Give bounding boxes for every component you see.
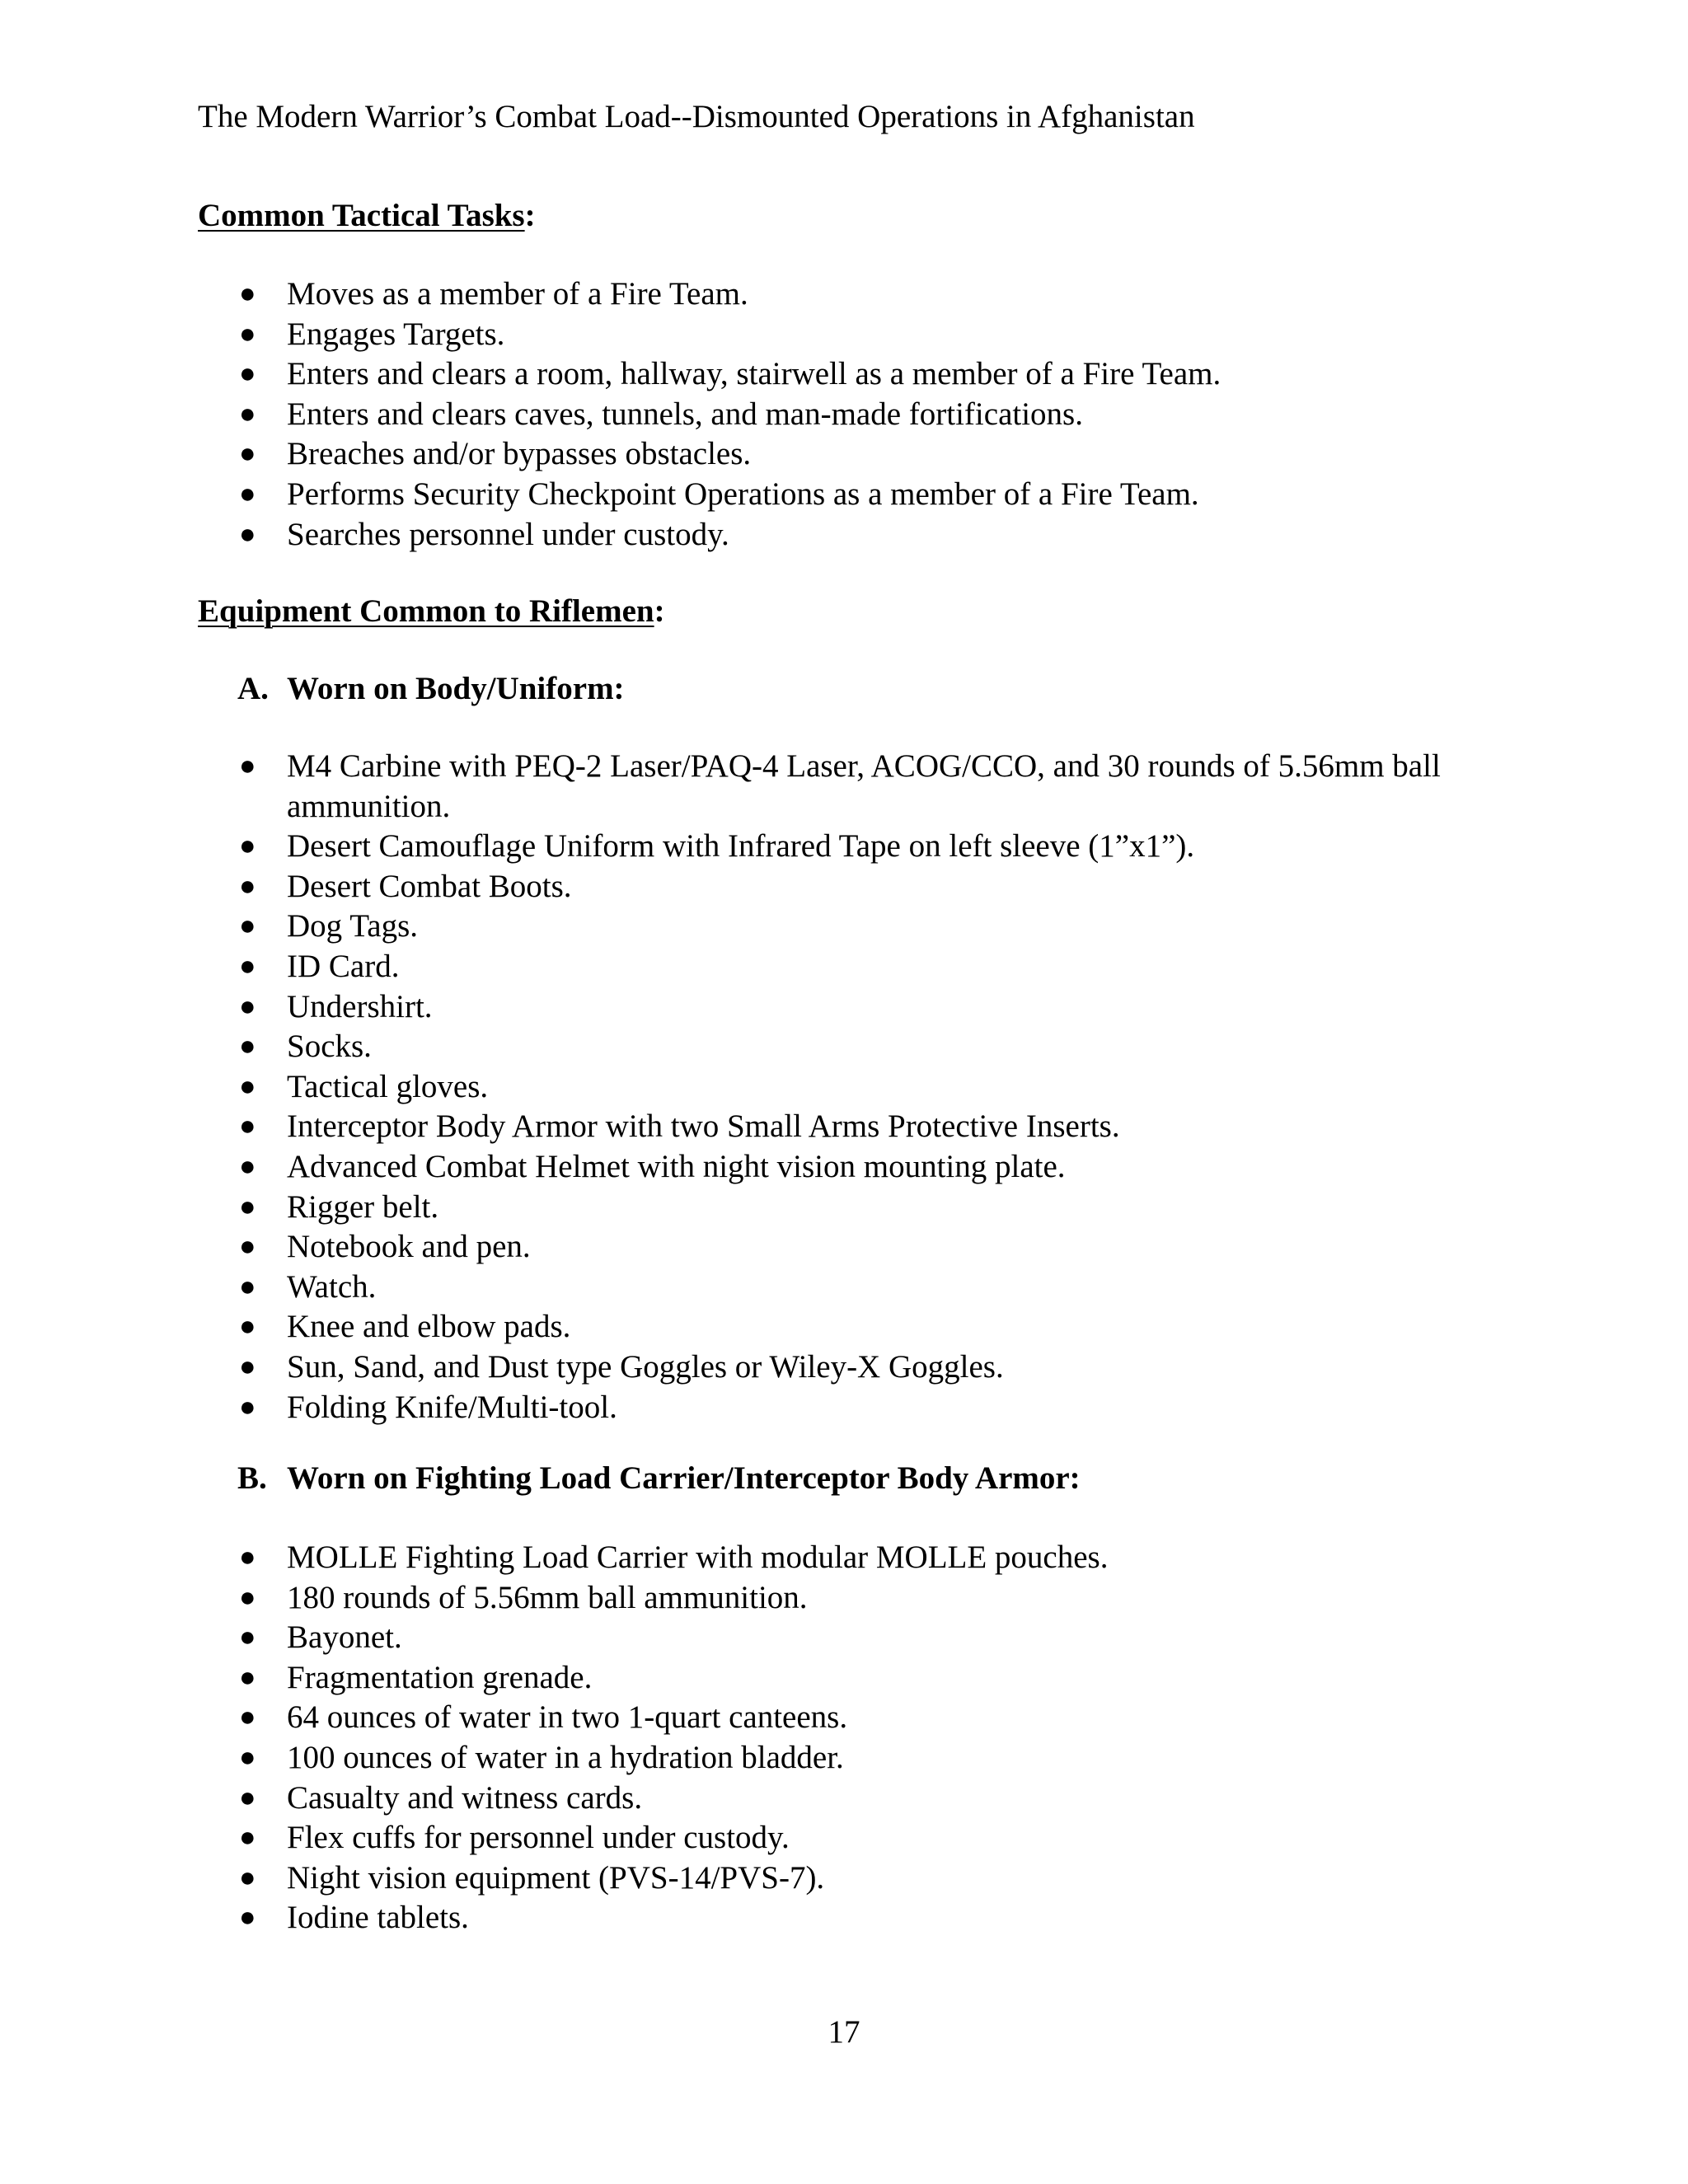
list-item-text: Knee and elbow pads. [287,1309,571,1345]
list-item [237,1779,1507,1819]
bullet-icon: ● [239,1231,256,1263]
list-item [237,1388,1507,1428]
list-item-text: Breaches and/or bypasses obstacles. [287,436,752,472]
list-item [237,1698,1507,1738]
list-item [237,1268,1507,1308]
list-item-text: 64 ounces of water in two 1-quart canteens. [287,1699,848,1736]
list-item [237,1578,1507,1619]
body-uniform-list [237,747,1507,1427]
bullet-icon: ● [239,518,256,550]
list-item [237,1067,1507,1108]
list-item-text: Undershirt. [287,988,433,1024]
list-item-text: Bayonet. [287,1619,402,1656]
list-item [237,1738,1507,1779]
bullet-icon: ● [239,991,256,1022]
list-item-text: Night vision equipment (PVS-14/PVS-7). [287,1859,825,1896]
bullet-icon: ● [239,318,256,349]
section-b-title: Worn on Fighting Load Carrier/Interceptor Body Armor: [287,1460,1081,1496]
list-item [237,274,1507,315]
tactical-tasks-list [237,274,1507,555]
bullet-icon: ● [239,1391,256,1422]
list-item-text: Tactical gloves. [287,1068,489,1104]
tactical-tasks-heading-colon: : [524,198,536,233]
bullet-icon: ● [239,751,256,781]
bullet-icon: ● [239,911,256,942]
list-item-text: Rigger belt. [287,1188,439,1225]
list-item [237,1898,1507,1938]
tactical-tasks-heading [198,196,536,236]
list-item [237,1027,1507,1067]
list-item-text: Desert Combat Boots. [287,868,572,904]
tactical-tasks-heading-text: Common Tactical Tasks [198,198,525,233]
list-item [237,1107,1507,1147]
bullet-icon: ● [239,1661,256,1693]
bullet-icon: ● [239,1151,256,1182]
bullet-icon: ● [239,1351,256,1382]
list-item-text: Performs Security Checkpoint Operations as a member of a Fire Team. [287,476,1199,512]
list-item-text: ID Card. [287,948,400,984]
list-item [237,515,1507,555]
list-item [237,1858,1507,1899]
list-item [237,1147,1507,1188]
bullet-icon: ● [239,1862,256,1893]
bullet-icon: ● [239,438,256,470]
list-item [237,1618,1507,1658]
list-item [237,1227,1507,1268]
list-item-text: Notebook and pen. [287,1229,531,1265]
list-item-text: 180 rounds of 5.56mm ball ammunition. [287,1579,808,1615]
list-item [237,987,1507,1028]
bullet-icon: ● [239,950,256,982]
list-item-text: Folding Knife/Multi-tool. [287,1389,617,1425]
list-item-text: 100 ounces of water in a hydration bladder. [287,1739,844,1775]
list-item-text: Advanced Combat Helmet with night vision mounting plate. [287,1148,1066,1184]
list-item [237,475,1507,515]
list-item-text: Flex cuffs for personnel under custody. [287,1820,790,1856]
list-item [237,947,1507,987]
bullet-icon: ● [239,359,256,390]
list-item [237,1538,1507,1578]
list-item-text: Interceptor Body Armor with two Small Arms Protective Inserts. [287,1108,1120,1145]
list-item [237,1188,1507,1228]
list-item-text: Casualty and witness cards. [287,1779,643,1816]
load-carrier-list [237,1538,1507,1938]
bullet-icon: ● [239,1542,256,1572]
bullet-icon: ● [239,478,256,509]
list-item-text: Watch. [287,1268,377,1305]
section-a-heading [237,669,625,709]
bullet-icon: ● [239,1031,256,1062]
list-item [237,1347,1507,1388]
list-item [237,434,1507,475]
list-item-text: Engages Targets. [287,316,505,352]
list-item-text: Sun, Sand, and Dust type Goggles or Wiley-X Goggles. [287,1348,1004,1385]
bullet-icon: ● [239,398,256,429]
bullet-icon: ● [239,1191,256,1222]
bullet-icon: ● [239,1071,256,1102]
bullet-icon: ● [239,1822,256,1854]
bullet-icon: ● [239,1782,256,1813]
section-b-letter: B. [237,1460,267,1496]
list-item [237,827,1507,867]
list-item-text: Enters and clears caves, tunnels, and man-made fortifications. [287,396,1083,432]
equipment-heading-colon: : [654,593,665,629]
bullet-icon: ● [239,1902,256,1933]
list-item-text: Desert Camouflage Uniform with Infrared Tape on left sleeve (1”x1”). [287,828,1195,865]
section-a-title: Worn on Body/Uniform: [287,671,625,706]
section-b-heading [237,1459,1081,1498]
list-item-text: Searches personnel under custody. [287,516,729,552]
section-a-letter: A. [237,671,269,706]
list-item-text: Moves as a member of a Fire Team. [287,276,748,312]
equipment-heading [198,592,665,631]
bullet-icon: ● [239,279,256,309]
list-item [237,354,1507,395]
bullet-icon: ● [239,870,256,902]
bullet-icon: ● [239,1271,256,1302]
bullet-icon: ● [239,1111,256,1142]
list-item [237,315,1507,355]
bullet-icon: ● [239,1702,256,1733]
bullet-icon: ● [239,1311,256,1343]
list-item [237,747,1507,827]
page-number: 17 [828,2014,860,2050]
list-item-text: M4 Carbine with PEQ-2 Laser/PAQ-4 Laser, ACOG/CCO, and 30 rounds of 5.56mm ball ammunition. [287,748,1441,824]
list-item-text: Iodine tablets. [287,1900,469,1936]
bullet-icon: ● [239,1741,256,1773]
list-item [237,395,1507,435]
list-item [237,1818,1507,1858]
list-item [237,867,1507,907]
equipment-heading-text: Equipment Common to Riflemen [198,593,654,629]
bullet-icon: ● [239,1582,256,1613]
bullet-icon: ● [239,831,256,862]
list-item-text: Dog Tags. [287,908,419,944]
list-item-text: Enters and clears a room, hallway, stairwell as a member of a Fire Team. [287,356,1221,392]
list-item [237,1658,1507,1699]
list-item-text: MOLLE Fighting Load Carrier with modular MOLLE pouches. [287,1540,1109,1575]
list-item-text: Fragmentation grenade. [287,1659,593,1695]
list-item [237,907,1507,947]
running-header: The Modern Warrior’s Combat Load--Dismounted Operations in Afghanistan [198,99,1195,134]
bullet-icon: ● [239,1622,256,1653]
list-item-text: Socks. [287,1029,372,1065]
list-item [237,1307,1507,1347]
